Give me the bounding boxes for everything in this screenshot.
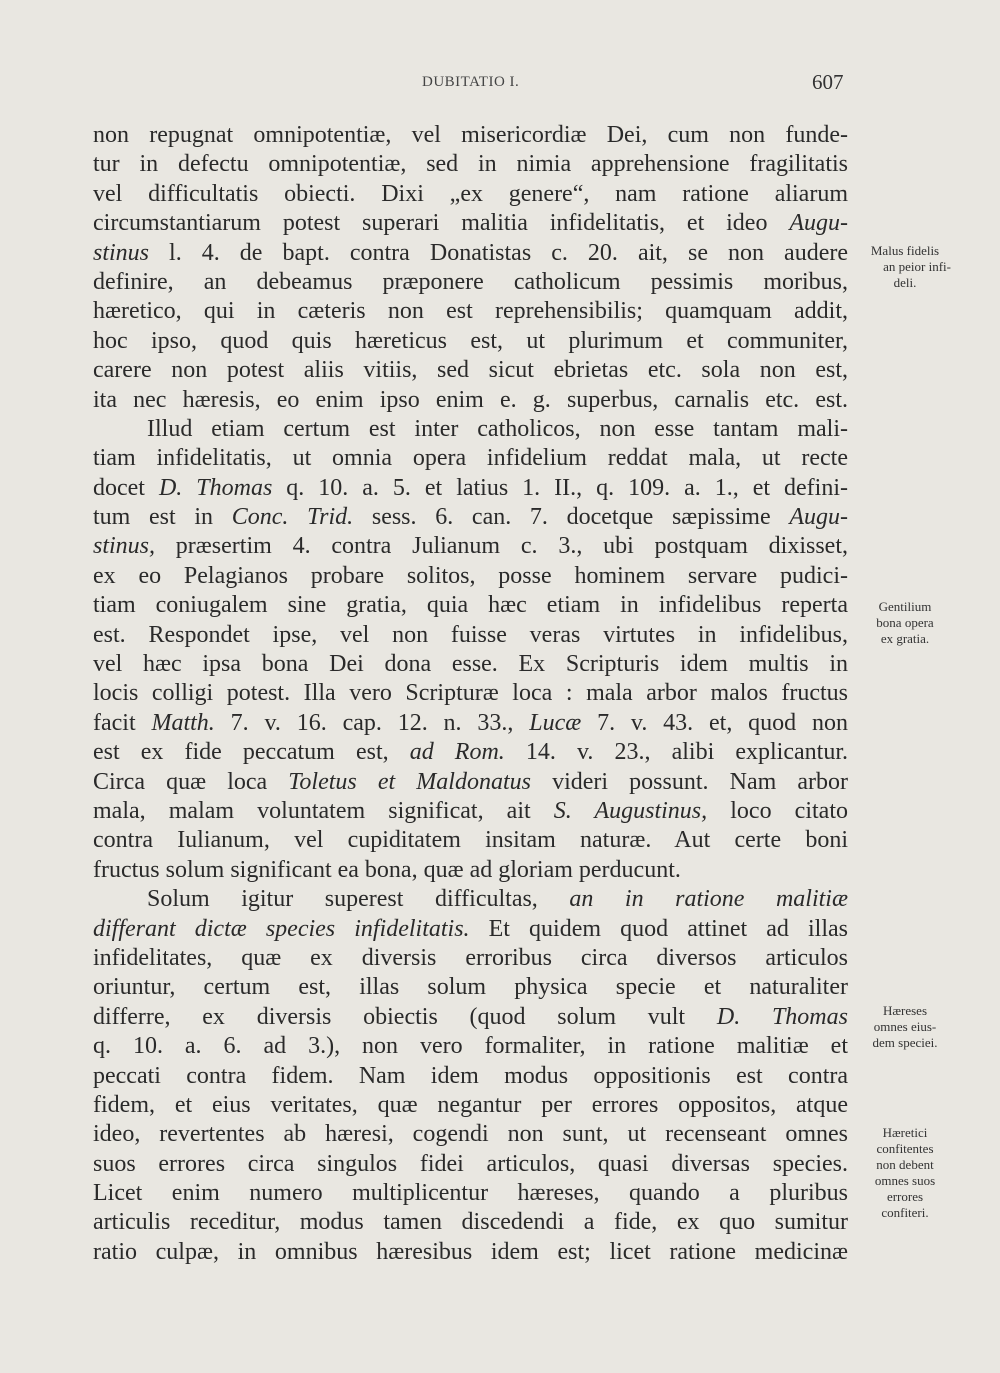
text-segment: tum est in xyxy=(93,504,232,531)
text-segment: Circa quæ loca xyxy=(93,768,289,795)
italic-text: D. Thomas xyxy=(716,1003,848,1030)
text-line xyxy=(93,356,848,385)
running-head: DUBITATIO I. xyxy=(422,74,520,90)
text-segment: præsertim 4. contra Julianum c. 3., ubi postquam dixisset, xyxy=(155,533,848,560)
italic-text: S. Augustinus, xyxy=(553,797,708,824)
text-line xyxy=(93,268,848,297)
text-line xyxy=(93,650,848,679)
margin-note-line: deli. xyxy=(893,275,917,290)
margin-note-line: omnes suos xyxy=(874,1173,936,1188)
margin-note-3 xyxy=(855,1003,955,1051)
margin-note-line: confitentes xyxy=(876,1141,934,1156)
margin-note-line: omnes eius- xyxy=(873,1019,937,1034)
text-segment: peccati contra fidem. Nam idem modus oppositionis est contra xyxy=(93,1062,848,1089)
text-segment: q. 10. a. 5. et latius 1. II., q. 109. a. 1., et defini- xyxy=(272,474,848,501)
body-text xyxy=(93,121,848,1267)
italic-text: Conc. Trid. xyxy=(231,504,354,531)
text-line xyxy=(93,444,848,473)
text-segment: tur in defectu omnipotentiæ, sed in nimia apprehensione fragilitatis xyxy=(93,151,848,178)
text-line xyxy=(93,150,848,179)
text-segment: q. 10. a. 6. ad 3.), non vero formaliter, in ratione malitiæ et xyxy=(93,1033,848,1060)
italic-text: differant dictæ species infidelitatis. xyxy=(93,915,470,942)
text-line xyxy=(93,1238,848,1267)
text-segment: infidelitates, quæ ex diversis erroribus circa diversos articulos xyxy=(93,944,848,971)
text-line xyxy=(93,415,848,444)
text-segment: ideo, revertentes ab hæresi, cogendi non sunt, ut recenseant omnes xyxy=(93,1121,848,1148)
text-segment: articulis receditur, modus tamen discedendi a fide, ex quo sumitur xyxy=(93,1209,848,1236)
text-line xyxy=(93,621,848,650)
text-segment: tiam coniugalem sine gratia, quia hæc etiam in infidelibus reperta xyxy=(93,592,848,619)
text-segment: locis colligi potest. Illa vero Scripturæ loca : mala arbor malos fructus xyxy=(93,680,848,707)
margin-note-line: an peior infi- xyxy=(883,259,951,274)
text-line xyxy=(93,1179,848,1208)
margin-note-4 xyxy=(855,1125,955,1221)
text-line xyxy=(93,503,848,532)
italic-text: Matth. xyxy=(151,709,215,736)
italic-text: an in ratione malitiæ xyxy=(569,886,848,913)
text-line xyxy=(93,239,848,268)
text-line xyxy=(93,679,848,708)
text-line xyxy=(93,1208,848,1237)
margin-note-line: Malus fidelis xyxy=(870,243,940,258)
text-segment: oriuntur, certum est, illas solum physica specie et naturaliter xyxy=(93,974,848,1001)
text-segment: Licet enim numero multiplicentur hæreses, quando a pluribus xyxy=(93,1180,848,1207)
text-segment: mala, malam voluntatem significat, ait xyxy=(93,797,554,824)
text-line xyxy=(93,856,848,885)
margin-note-1 xyxy=(855,243,955,291)
text-segment: carere non potest aliis vitiis, sed sicut ebrietas etc. sola non est, xyxy=(93,357,848,384)
text-line xyxy=(93,1091,848,1120)
text-line xyxy=(93,915,848,944)
margin-note-line: non debent xyxy=(876,1157,934,1172)
text-segment: ita nec hæresis, eo enim ipso enim e. g. superbus, carnalis etc. est. xyxy=(93,386,848,413)
italic-text: Augu- xyxy=(789,504,848,531)
text-segment: videri possunt. Nam arbor xyxy=(530,768,849,795)
text-line xyxy=(93,1003,848,1032)
text-line xyxy=(93,562,848,591)
text-line xyxy=(93,1120,848,1149)
text-line xyxy=(93,1062,848,1091)
text-line xyxy=(93,973,848,1002)
text-segment: l. 4. de bapt. contra Donatistas c. 20. ait, se non audere xyxy=(149,239,848,266)
margin-note-line: bona opera xyxy=(876,615,934,630)
text-segment: loco citato xyxy=(707,797,848,824)
text-segment: sess. 6. can. 7. docetque sæpissime xyxy=(353,504,790,531)
italic-text: Augu- xyxy=(789,210,848,237)
italic-text: stinus, xyxy=(93,533,156,560)
text-line xyxy=(93,738,848,767)
text-line xyxy=(93,797,848,826)
margin-note-2 xyxy=(855,599,955,647)
text-segment: 7. v. 16. cap. 12. n. 33., xyxy=(214,709,530,736)
text-line xyxy=(93,709,848,738)
text-segment: contra Iulianum, vel cupiditatem insitam naturæ. Aut certe boni xyxy=(93,827,848,854)
text-line xyxy=(93,1032,848,1061)
italic-text: Toletus et Maldonatus xyxy=(288,768,531,795)
margin-note-line: Hæreses xyxy=(882,1003,928,1018)
text-segment: Solum igitur superest difficultas, xyxy=(147,886,570,913)
text-segment: non repugnat omnipotentiæ, vel misericordiæ Dei, cum non funde- xyxy=(93,122,848,148)
text-line xyxy=(93,1150,848,1179)
margin-note-line: ex gratia. xyxy=(880,631,930,646)
text-segment: suos errores circa singulos fidei articulos, quasi diversas species. xyxy=(93,1150,848,1177)
text-segment: 7. v. 43. et, quod non xyxy=(581,709,848,736)
text-segment: 14. v. 23., alibi explicantur. xyxy=(504,739,848,766)
text-line xyxy=(93,591,848,620)
text-line xyxy=(93,386,848,415)
text-line xyxy=(93,885,848,914)
text-segment: vel difficultatis obiecti. Dixi „ex genere“, nam ratione aliarum xyxy=(93,180,848,207)
text-segment: est ex fide peccatum est, xyxy=(93,739,410,766)
margin-note-line: confiteri. xyxy=(881,1205,929,1220)
italic-text: stinus xyxy=(93,239,150,266)
margin-note-line: Gentilium xyxy=(878,599,932,614)
text-segment: est. Respondet ipse, vel non fuisse veras virtutes in infidelibus, xyxy=(93,621,848,648)
text-segment: differre, ex diversis obiectis (quod solum vult xyxy=(93,1003,717,1030)
text-segment: hæretico, qui in cæteris non est reprehensibilis; quamquam addit, xyxy=(93,298,848,325)
text-line xyxy=(93,944,848,973)
margin-note-line: dem speciei. xyxy=(872,1035,938,1050)
text-segment: fidem, et eius veritates, quæ negantur per errores oppositos, atque xyxy=(93,1091,848,1118)
margin-note-line: errores xyxy=(886,1189,924,1204)
text-line xyxy=(93,826,848,855)
italic-text: D. Thomas xyxy=(158,474,273,501)
text-line xyxy=(93,209,848,238)
text-segment: definire, an debeamus præponere catholicum pessimis moribus, xyxy=(93,268,848,295)
page-number: 607 xyxy=(812,70,844,94)
text-segment: Illud etiam certum est inter catholicos, non esse tantam mali- xyxy=(147,415,848,442)
text-line xyxy=(93,180,848,209)
text-line xyxy=(93,532,848,561)
margin-note-line: Hæretici xyxy=(882,1125,928,1140)
text-segment: hoc ipso, quod quis hæreticus est, ut plurimum et communiter, xyxy=(93,327,848,354)
italic-text: Lucæ xyxy=(529,709,582,736)
text-segment: ratio culpæ, in omnibus hæresibus idem est; licet ratione medicinæ xyxy=(93,1238,848,1265)
text-segment: vel hæc ipsa bona Dei dona esse. Ex Scripturis idem multis in xyxy=(93,651,848,678)
text-segment: ex eo Pelagianos probare solitos, posse hominem servare pudici- xyxy=(93,562,848,589)
text-segment: tiam infidelitatis, ut omnia opera infidelium reddat mala, ut recte xyxy=(93,445,848,472)
text-segment: Et quidem quod attinet ad illas xyxy=(469,915,848,942)
text-segment: circumstantiarum potest superari malitia infidelitatis, et ideo xyxy=(93,210,790,237)
text-segment: docet xyxy=(93,474,159,501)
text-line xyxy=(93,768,848,797)
italic-text: ad Rom. xyxy=(409,739,505,766)
text-line xyxy=(93,121,848,150)
text-line xyxy=(93,297,848,326)
text-segment: facit xyxy=(93,709,152,736)
text-line xyxy=(93,327,848,356)
text-segment: fructus solum significant ea bona, quæ ad gloriam perducunt. xyxy=(93,856,681,883)
text-line xyxy=(93,474,848,503)
